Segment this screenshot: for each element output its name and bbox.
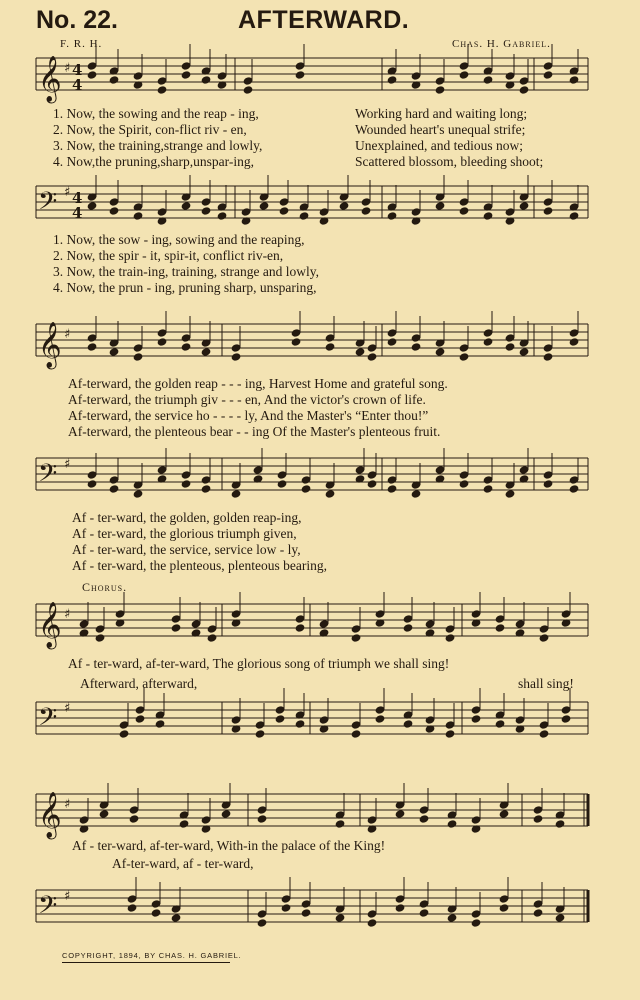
note-head [231,610,241,618]
note-head [445,721,455,729]
note-head [241,208,251,216]
note-head [181,71,191,79]
note-head [191,620,201,628]
note-head [279,198,289,206]
note-head [471,910,481,918]
note-head [459,62,469,70]
note-head [543,207,553,215]
note-head [181,202,191,210]
chorus-line-1: Af - ter-ward, af-ter-ward, The glorious song of triumph we shall sing! [68,656,450,671]
note-head [435,202,445,210]
note-head [447,820,457,828]
note-head [425,716,435,724]
bass-refrain-4: Af - ter-ward, the plenteous, plenteous bearing, [72,558,328,573]
note-head [151,909,161,917]
note-head [325,334,335,342]
note-head [375,610,385,618]
bass-verse-3: 3. Now, the train-ing, training, strange and lowly, [53,264,319,279]
note-head [319,620,329,628]
svg-text:4: 4 [72,61,83,79]
note-head [133,353,143,361]
note-head [291,338,301,346]
note-head [367,471,377,479]
note-head [471,706,481,714]
note-head [411,343,421,351]
bass-verse-4: 4. Now, the prun - ing, pruning sharp, unsparing, [53,280,317,295]
note-head [157,86,167,94]
note-head [505,343,515,351]
note-head [87,71,97,79]
bass-clef-icon: 𝄢 [38,891,58,926]
bass-clef-icon: 𝄢 [38,459,58,494]
chorus-label: Chorus. [82,580,128,594]
note-head [291,329,301,337]
note-head [543,344,553,352]
note-head [259,202,269,210]
note-head [367,344,377,352]
note-head [411,208,421,216]
note-head [569,476,579,484]
note-head [569,338,579,346]
note-head [319,208,329,216]
hymn-number: No. 22. [36,6,118,34]
sharp-icon: ♯ [64,61,71,76]
note-head [201,476,211,484]
note-head [543,471,553,479]
sharp-icon: ♯ [64,889,71,904]
note-head [275,706,285,714]
note-head [555,914,565,922]
music-credit: Chas. H. Gabriel. [452,38,551,50]
verse-3-line-left: 3. Now, the training,strange and lowly, [53,138,263,153]
note-head [561,706,571,714]
bass-verse-2: 2. Now, the spir - it, spir-it, conflict riv-en, [53,248,284,263]
note-head [367,353,377,361]
note-head [519,86,529,94]
note-head [543,71,553,79]
copyright-rule [62,962,230,963]
note-head [569,212,579,220]
note-head [445,634,455,642]
note-head [419,806,429,814]
note-head [243,77,253,85]
note-head [257,919,267,927]
note-head [403,720,413,728]
note-head [295,62,305,70]
note-head [119,721,129,729]
note-head [483,212,493,220]
sharp-icon: ♯ [64,185,71,200]
note-head [135,715,145,723]
verse-4-line-left: 4. Now,the pruning,sharp,unspar-ing, [53,154,254,169]
staff-system-3-bass [36,702,588,734]
note-head [459,71,469,79]
note-head [395,904,405,912]
note-head [157,329,167,337]
note-head [471,715,481,723]
note-head [561,715,571,723]
note-head [295,720,305,728]
note-head [419,900,429,908]
note-head [355,348,365,356]
note-head [277,480,287,488]
note-head [171,615,181,623]
note-head [361,198,371,206]
note-head [207,634,217,642]
note-head [555,820,565,828]
note-head [445,625,455,633]
copyright-notice: COPYRIGHT, 1894, BY CHAS. H. GABRIEL. [62,951,242,960]
note-head [157,466,167,474]
note-head [495,624,505,632]
note-head [419,909,429,917]
note-head [335,820,345,828]
chorus-line-2: Af - ter-ward, af-ter-ward, With-in the palace of the King! [72,838,386,853]
note-head [435,86,445,94]
bass-refrain-3: Af - ter-ward, the service, service low - ly, [72,542,301,557]
note-head [277,471,287,479]
note-head [155,720,165,728]
note-head [471,919,481,927]
note-head [109,207,119,215]
note-head [351,730,361,738]
note-head [483,76,493,84]
note-head [505,334,515,342]
staff-system-1-treble [36,58,588,90]
note-head [505,72,515,80]
note-head [367,919,377,927]
note-head [499,904,509,912]
bass-clef-icon: 𝄢 [38,703,58,738]
refrain-verse-3: Af-terward, the service ho - - - - ly, And the Master's “Enter thou!” [68,408,429,423]
note-head [127,904,137,912]
note-head [335,914,345,922]
note-head [133,490,143,498]
note-head [133,72,143,80]
note-head [231,353,241,361]
note-head [505,208,515,216]
note-head [129,815,139,823]
note-head [157,208,167,216]
note-head [157,338,167,346]
note-head [539,625,549,633]
verse-1-line-right: Working hard and waiting long; [355,106,528,121]
note-head [87,480,97,488]
note-head [519,77,529,85]
note-head [275,715,285,723]
note-head [499,810,509,818]
note-head [495,615,505,623]
note-head [281,904,291,912]
note-head [257,806,267,814]
note-head [79,816,89,824]
note-head [387,329,397,337]
note-head [471,816,481,824]
note-head [109,485,119,493]
note-head [257,910,267,918]
note-head [367,480,377,488]
note-head [301,485,311,493]
hymn-title: AFTERWARD. [238,6,410,34]
note-head [87,334,97,342]
note-head [459,353,469,361]
note-head [217,72,227,80]
note-head [539,730,549,738]
note-head [181,343,191,351]
note-head [539,721,549,729]
note-head [127,895,137,903]
note-head [533,909,543,917]
note-head [181,480,191,488]
treble-clef-icon: 𝄞 [38,602,62,648]
note-head [135,706,145,714]
note-head [181,471,191,479]
note-head [109,348,119,356]
note-head [257,815,267,823]
note-head [543,62,553,70]
note-head [87,202,97,210]
note-head [87,62,97,70]
note-head [301,900,311,908]
note-head [231,490,241,498]
note-head [171,624,181,632]
note-head [375,706,385,714]
note-head [351,625,361,633]
note-head [325,490,335,498]
note-head [351,634,361,642]
note-head [133,212,143,220]
note-head [95,634,105,642]
note-head [395,810,405,818]
note-head [339,202,349,210]
note-head [119,730,129,738]
chorus-line-1-bass: Afterward, afterward, [80,676,198,691]
note-head [483,476,493,484]
note-head [445,730,455,738]
note-head [543,198,553,206]
verse-2-line-right: Wounded heart's unequal strife; [355,122,526,137]
note-head [411,72,421,80]
verse-1-line-left: 1. Now, the sowing and the reap - ing, [53,106,259,121]
note-head [301,476,311,484]
refrain-verse-1: Af-terward, the golden reap - - - ing, Harvest Home and grateful song. [68,376,448,391]
note-head [201,198,211,206]
note-head [281,895,291,903]
note-head [483,485,493,493]
note-head [79,620,89,628]
note-head [499,895,509,903]
note-head [435,77,445,85]
bass-refrain-2: Af - ter-ward, the glorious triumph given, [72,526,297,541]
note-head [569,329,579,337]
note-head [459,198,469,206]
note-head [87,343,97,351]
note-head [459,471,469,479]
note-head [367,910,377,918]
note-head [435,348,445,356]
note-head [395,895,405,903]
note-head [115,610,125,618]
note-head [543,480,553,488]
note-head [255,730,265,738]
note-head [483,329,493,337]
note-head [483,338,493,346]
treble-clef-icon: 𝄞 [38,792,62,838]
note-head [435,466,445,474]
note-head [411,490,421,498]
note-head [181,334,191,342]
note-head [411,334,421,342]
note-head [99,810,109,818]
note-head [325,343,335,351]
note-head [515,716,525,724]
note-head [515,620,525,628]
bass-refrain-1: Af - ter-ward, the golden, golden reap-ing, [72,510,302,525]
note-head [201,816,211,824]
note-head [459,480,469,488]
chorus-line-2-bass: Af-ter-ward, af - ter-ward, [112,856,254,871]
staff-system-1-bass [36,186,588,218]
note-head [425,620,435,628]
note-head [179,820,189,828]
note-head [533,900,543,908]
note-head [95,625,105,633]
verse-2-line-left: 2. Now, the Spirit, con-flict riv - en, [53,122,247,137]
note-head [295,615,305,623]
verse-4-line-right: Scattered blossom, bleeding shoot; [355,154,544,169]
svg-text:4: 4 [72,189,83,207]
note-head [519,202,529,210]
refrain-verse-2: Af-terward, the triumph giv - - - en, And the victor's crown of life. [68,392,426,407]
svg-text:4: 4 [72,204,83,222]
note-head [459,344,469,352]
note-head [243,86,253,94]
note-head [87,471,97,479]
note-head [151,900,161,908]
treble-clef-icon: 𝄞 [38,56,62,102]
note-head [201,348,211,356]
note-head [181,62,191,70]
note-head [109,198,119,206]
note-head [367,816,377,824]
note-head [253,466,263,474]
note-head [375,715,385,723]
note-head [201,485,211,493]
verse-3-line-right: Unexplained, and tedious now; [355,138,523,153]
note-head [387,476,397,484]
note-head [295,71,305,79]
note-head [387,485,397,493]
sharp-icon: ♯ [64,701,71,716]
sharp-icon: ♯ [64,327,71,342]
sharp-icon: ♯ [64,797,71,812]
note-head [387,338,397,346]
note-head [403,624,413,632]
sharp-icon: ♯ [64,457,71,472]
note-head [217,212,227,220]
note-head [299,212,309,220]
note-head [221,810,231,818]
note-head [129,806,139,814]
words-credit: F. R. H. [60,38,103,50]
note-head [569,485,579,493]
note-head [569,76,579,84]
note-head [533,815,543,823]
sharp-icon: ♯ [64,607,71,622]
note-head [387,76,397,84]
note-head [543,353,553,361]
note-head [505,490,515,498]
staff-system-2-treble [36,324,588,356]
svg-text:4: 4 [72,76,83,94]
note-head [201,207,211,215]
note-head [319,716,329,724]
note-head [419,815,429,823]
chorus-line-1-bass-end: shall sing! [518,676,574,691]
note-head [361,207,371,215]
note-head [295,624,305,632]
note-head [351,721,361,729]
note-head [157,77,167,85]
refrain-verse-4: Af-terward, the plenteous bear - - ing Of the Master's plenteous fruit. [68,424,441,439]
note-head [495,720,505,728]
note-head [231,716,241,724]
note-head [471,610,481,618]
bass-clef-icon: 𝄢 [38,187,58,222]
note-head [459,207,469,215]
note-head [403,615,413,623]
note-head [279,207,289,215]
staff-system-4-treble [36,794,588,826]
note-head [133,344,143,352]
note-head [519,348,529,356]
note-head [355,466,365,474]
bass-verse-1: 1. Now, the sow - ing, sowing and the reaping, [53,232,305,247]
note-head [387,212,397,220]
note-head [539,634,549,642]
note-heads [79,44,579,927]
note-head [447,914,457,922]
staff-system-2-bass [36,458,588,490]
note-head [561,610,571,618]
treble-clef-icon: 𝄞 [38,322,62,368]
note-head [109,76,119,84]
note-head [519,466,529,474]
note-head [231,344,241,352]
note-head [533,806,543,814]
note-head [201,76,211,84]
note-head [109,476,119,484]
note-head [207,625,217,633]
note-head [255,721,265,729]
note-head [301,909,311,917]
note-head [171,914,181,922]
